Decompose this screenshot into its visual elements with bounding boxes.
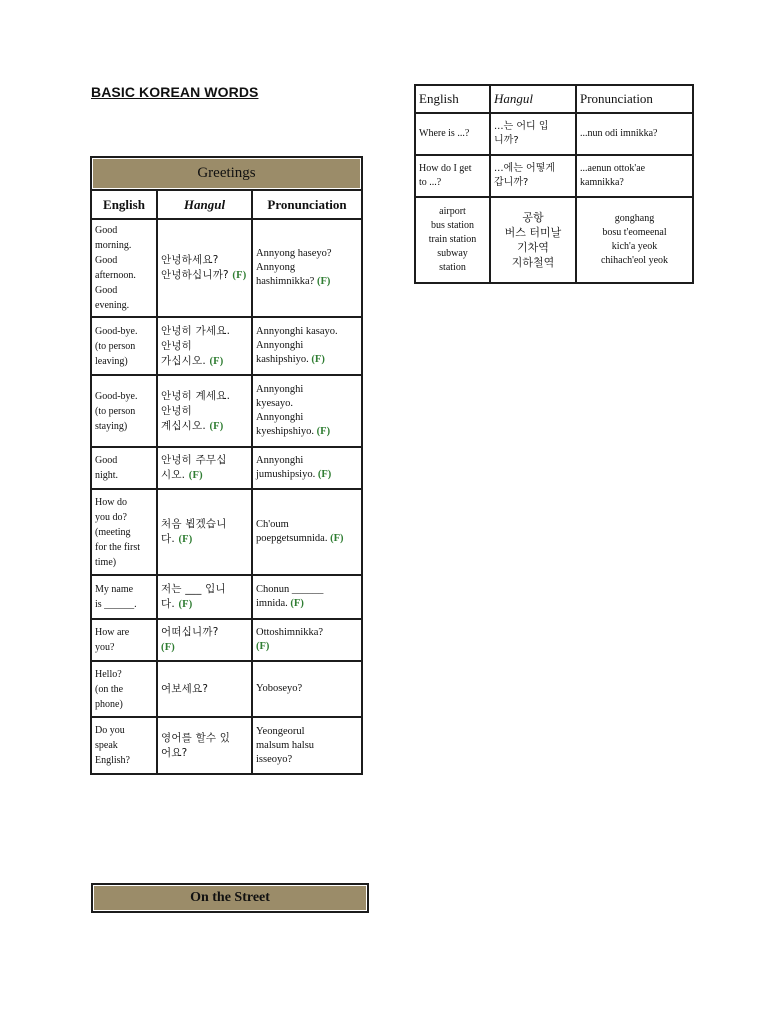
table-row: [91, 447, 362, 489]
hangul-cell: [490, 113, 576, 155]
english-cell-line: How do I get: [419, 163, 472, 174]
pronunciation-cell-line: hashimnikka?: [256, 276, 315, 287]
english-cell-line: English?: [95, 755, 130, 766]
pronunciation-cell-line: Chonun ______: [256, 584, 324, 595]
pronunciation-cell-line: jumushipsiyo.: [256, 469, 316, 480]
hangul-cell: [490, 155, 576, 197]
english-cell-line: evening.: [95, 300, 130, 311]
pronunciation-cell: [576, 197, 693, 283]
table-row: [415, 113, 693, 155]
english-cell-line: Good-bye.: [95, 325, 138, 337]
hangul-cell-line: 갑니까?: [494, 177, 529, 188]
pronunciation-cell-line: Annyonghi: [256, 412, 304, 423]
pronunciation-cell-line: Annyonghi: [256, 384, 304, 395]
hangul-cell: [157, 317, 252, 375]
hangul-cell-line: 가십시오.: [161, 354, 206, 367]
pronunciation-cell-line: Annyonghi: [256, 340, 304, 351]
formal-mark: (F): [178, 534, 193, 545]
street-header-pronunciation: Pronunciation: [576, 85, 693, 113]
hangul-cell: [157, 661, 252, 717]
hangul-cell-line: ...에는 어떻게: [494, 163, 556, 174]
english-cell: [91, 447, 157, 489]
formal-mark: (F): [188, 470, 203, 481]
english-cell: [91, 661, 157, 717]
formal-mark: (F): [317, 469, 332, 480]
pronunciation-cell: [252, 317, 362, 375]
english-cell-line: morning.: [95, 240, 132, 251]
document-title: BASIC KOREAN WORDS: [91, 84, 259, 100]
pronunciation-cell-line: Yoboseyo?: [256, 683, 303, 694]
english-cell-line: you do?: [95, 511, 127, 523]
pronunciation-cell: [576, 113, 693, 155]
table-row: [415, 197, 693, 283]
formal-mark: (F): [209, 355, 224, 367]
english-cell-line: time): [95, 556, 117, 568]
english-cell-line: is ______.: [95, 599, 137, 610]
greetings-table: [90, 156, 363, 775]
english-cell-line: (to person: [95, 340, 136, 352]
header-pronunciation: Pronunciation: [252, 190, 362, 219]
hangul-cell-line: 안녕히 가세요.: [161, 324, 231, 337]
pronunciation-cell: [252, 575, 362, 619]
pronunciation-cell-line: gonghang: [614, 213, 655, 224]
english-cell-line: (meeting: [95, 526, 131, 538]
english-cell: [91, 717, 157, 774]
english-cell-line: afternoon.: [95, 270, 136, 281]
hangul-cell-line: 어떠십니까?: [161, 626, 219, 638]
formal-mark: (F): [316, 276, 331, 287]
english-cell: [415, 197, 490, 283]
english-cell-line: to ...?: [419, 177, 442, 188]
hangul-cell: [157, 717, 252, 774]
hangul-cell-line: 안녕하십니까?: [161, 269, 229, 281]
hangul-cell: [157, 375, 252, 447]
pronunciation-cell-line: imnida.: [256, 598, 288, 609]
on-the-street-banner: On the Street: [91, 883, 369, 913]
pronunciation-cell: [252, 717, 362, 774]
table-row: [91, 219, 362, 317]
hangul-cell: [157, 447, 252, 489]
hangul-cell-line: 안녕하세요?: [161, 254, 219, 266]
pronunciation-cell-line: Annyong haseyo?: [256, 248, 332, 259]
pronunciation-cell-line: Yeongeorul: [256, 725, 305, 737]
pronunciation-cell-line: ...nun odi imnikka?: [580, 128, 658, 139]
hangul-cell-line: 안녕히 계세요.: [161, 389, 231, 402]
pronunciation-cell-line: chihach'eol yeok: [600, 255, 669, 266]
formal-mark: (F): [178, 599, 193, 610]
english-cell: [91, 219, 157, 317]
table-row: [91, 489, 362, 575]
pronunciation-cell-line: bosu t'eomeenal: [602, 227, 667, 238]
street-header-english: English: [415, 85, 490, 113]
header-hangul: Hangul: [157, 190, 252, 219]
hangul-cell-line: 계십시오.: [161, 419, 206, 432]
hangul-cell-line: 저는 ___ 입니: [161, 583, 226, 595]
formal-mark: (F): [256, 641, 270, 652]
greetings-title: Greetings: [91, 157, 362, 190]
pronunciation-cell-line: Ottoshimnikka?: [256, 627, 324, 638]
pronunciation-cell: [252, 619, 362, 661]
table-row: [91, 717, 362, 774]
table-row: [91, 575, 362, 619]
hangul-cell-line: 버스 터미날: [504, 226, 562, 239]
hangul-cell-line: 처음 뵙겠습니: [161, 518, 227, 530]
formal-mark: (F): [161, 642, 176, 653]
english-cell-line: (to person: [95, 405, 136, 417]
english-cell-line: for the first: [95, 541, 140, 553]
english-cell: [415, 155, 490, 197]
formal-mark: (F): [209, 420, 224, 432]
english-cell-line: Where is ...?: [419, 128, 470, 139]
pronunciation-cell-line: Annyonghi kasayo.: [256, 326, 338, 337]
pronunciation-cell-line: Ch'oum: [256, 519, 289, 530]
english-cell-line: subway: [437, 248, 468, 259]
hangul-cell-line: 지하철역: [511, 256, 555, 269]
english-cell-line: phone): [95, 698, 123, 710]
english-cell-line: (on the: [95, 683, 124, 695]
pronunciation-cell-line: malsum halsu: [256, 739, 315, 751]
english-cell-line: Good: [95, 285, 118, 296]
english-cell-line: station: [439, 262, 466, 273]
pronunciation-cell: [252, 375, 362, 447]
hangul-cell-line: 영어를 할수 있: [161, 731, 231, 744]
pronunciation-cell-line: kyeshipshiyo.: [256, 426, 315, 437]
formal-mark: (F): [316, 426, 331, 437]
pronunciation-cell-line: kich'a yeok: [611, 241, 658, 252]
english-cell: [91, 375, 157, 447]
table-row: [415, 155, 693, 197]
pronunciation-cell-line: kyesayo.: [256, 398, 294, 409]
hangul-cell: [157, 219, 252, 317]
english-cell-line: Good-bye.: [95, 390, 138, 402]
hangul-cell-line: 안녕히: [161, 339, 193, 352]
english-cell-line: train station: [428, 234, 477, 245]
pronunciation-cell: [252, 219, 362, 317]
hangul-cell: [157, 619, 252, 661]
english-cell: [91, 575, 157, 619]
hangul-cell: [157, 575, 252, 619]
hangul-cell-line: ...는 어디 입: [494, 121, 549, 132]
english-cell-line: My name: [95, 584, 134, 595]
english-cell-line: speak: [95, 740, 118, 751]
english-cell-line: How are: [95, 627, 130, 638]
english-cell: [91, 619, 157, 661]
hangul-cell-line: 기차역: [517, 241, 549, 254]
english-cell-line: Good: [95, 255, 118, 266]
pronunciation-cell-line: Annyong: [256, 262, 296, 273]
hangul-cell-line: 다.: [161, 598, 175, 610]
table-row: [91, 619, 362, 661]
pronunciation-cell-line: ...aenun ottok'ae: [580, 163, 646, 174]
english-cell: [91, 317, 157, 375]
formal-mark: (F): [330, 533, 344, 544]
formal-mark: (F): [290, 598, 304, 609]
hangul-cell-line: 니까?: [494, 135, 519, 146]
hangul-cell-line: 어요?: [161, 746, 188, 759]
english-cell-line: Hello?: [95, 668, 122, 680]
pronunciation-cell-line: Annyonghi: [256, 455, 304, 466]
pronunciation-cell-line: isseoyo?: [256, 753, 293, 765]
pronunciation-cell: [252, 489, 362, 575]
pronunciation-cell: [252, 447, 362, 489]
pronunciation-cell-line: poepgetsumnida.: [256, 533, 328, 544]
pronunciation-cell: [252, 661, 362, 717]
english-cell-line: leaving): [95, 355, 128, 367]
english-cell-line: Good: [95, 455, 118, 466]
english-cell-line: night.: [95, 470, 119, 481]
header-english: English: [91, 190, 157, 219]
table-row: [91, 317, 362, 375]
hangul-cell: [157, 489, 252, 575]
hangul-cell-line: 여보세요?: [161, 682, 209, 695]
english-cell-line: you?: [95, 642, 115, 653]
hangul-cell-line: 안녕히: [161, 404, 193, 417]
hangul-cell: [490, 197, 576, 283]
hangul-cell-line: 공항: [522, 211, 544, 224]
hangul-cell-line: 다.: [161, 533, 175, 545]
english-cell-line: staying): [95, 420, 128, 432]
pronunciation-cell-line: kamnikka?: [580, 177, 624, 188]
english-cell-line: Good: [95, 225, 118, 236]
street-table: [414, 84, 694, 284]
hangul-cell-line: 안녕히 주무십: [161, 454, 227, 466]
formal-mark: (F): [311, 354, 325, 365]
formal-mark: (F): [232, 270, 247, 281]
table-row: [91, 661, 362, 717]
pronunciation-cell: [576, 155, 693, 197]
english-cell: [91, 489, 157, 575]
english-cell-line: airport: [439, 206, 466, 217]
pronunciation-cell-line: kashipshiyo.: [256, 354, 309, 365]
hangul-cell-line: 시오.: [161, 469, 186, 481]
english-cell-line: Do you: [95, 725, 125, 736]
english-cell-line: bus station: [430, 220, 475, 231]
english-cell-line: How do: [95, 496, 127, 508]
table-row: [91, 375, 362, 447]
english-cell: [415, 113, 490, 155]
street-header-hangul: Hangul: [490, 85, 576, 113]
